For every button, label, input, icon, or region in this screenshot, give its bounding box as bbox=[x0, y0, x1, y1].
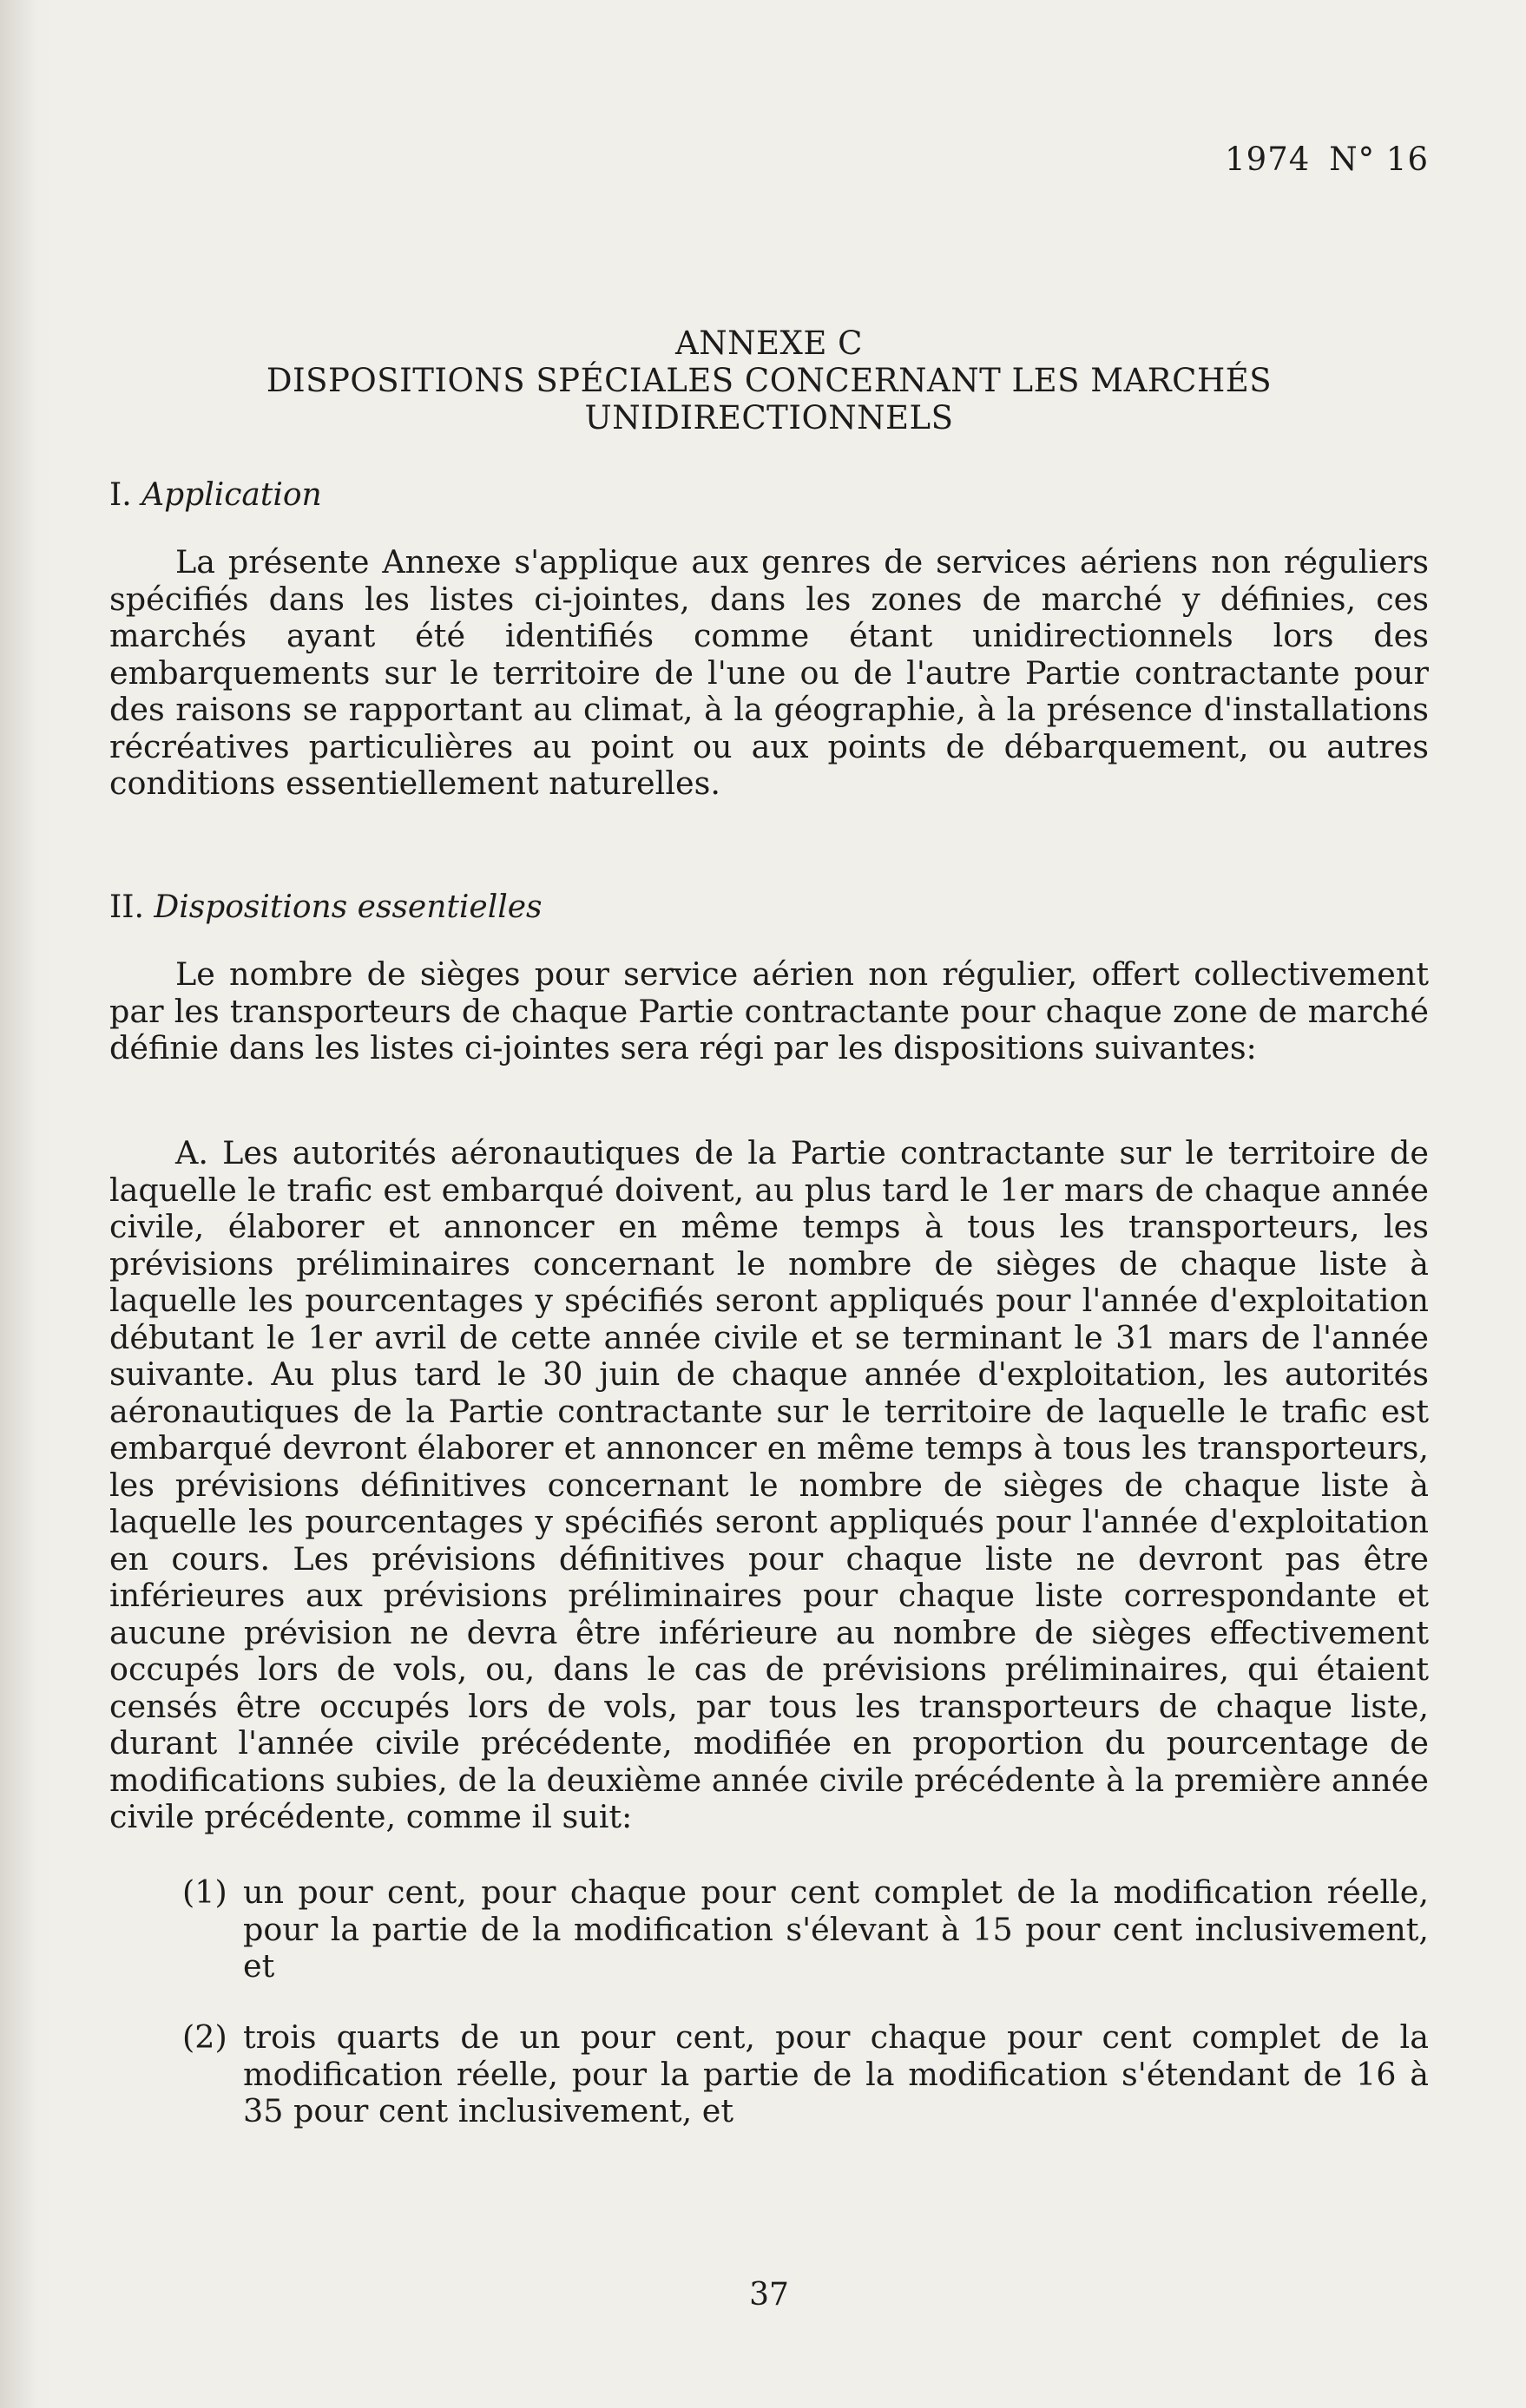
section-2-paragraph-a: A. Les autorités aéronautiques de la Partie contractante sur le territoire de laquelle le trafic est embarqué doivent, au plus tard le 1er mars de chaque année civile, élaborer et annoncer en même temps à tous les transporteurs, les prévisions préliminaires concernant le nombre de sièges de chaque liste à laquelle les pourcentages y spécifiés seront appliqués pour l'année d'exploitation débutant le 1er avril de cette année civile et se terminant le 31 mars de l'année suivante. Au plus tard le 30 juin de chaque année d'exploitation, les autorités aéronautiques de la Partie contractante sur le territoire de laquelle le trafic est embarqué devront élaborer et annoncer en même temps à tous les transporteurs, les prévisions définitives concernant le nombre de sièges de chaque liste à laquelle les pourcentages y spécifiés seront appliqués pour l'année d'exploitation en cours. Les prévisions définitives pour chaque liste ne devront pas être inférieures aux prévisions préliminaires pour chaque liste correspondante et aucune prévision ne devra être inférieure au nombre de sièges effectivement occupés lors de vols, ou, dans le cas de prévisions préliminaires, qui étaient censés être occupés lors de vols, par tous les transporteurs de chaque liste, durant l'année civile précédente, modifiée en proportion du pourcentage de modifications subies, de la deuxième année civile précédente à la première année civile précédente, comme il suit: bbox=[109, 1134, 1429, 1835]
document-page bbox=[109, 0, 1429, 2408]
section-2-title: Dispositions essentielles bbox=[154, 889, 543, 925]
section-2-intro-paragraph: Le nombre de sièges pour service aérien non régulier, offert collectivement par les transporteurs de chaque Partie contractante pour chaque zone de marché définie dans les listes ci-jointes sera régi par les dispositions suivantes: bbox=[109, 955, 1429, 1066]
section-2-heading bbox=[109, 889, 543, 925]
list-item bbox=[182, 2019, 1429, 2130]
section-1-title: Application bbox=[141, 477, 322, 513]
section-1-paragraph: La présente Annexe s'applique aux genres de services aériens non réguliers spécifiés dans les listes ci-jointes, dans les zones de marché y définies, ces marchés ayant été identifiés comme étant unidirectionnels lors des embarquements sur le territoire de l'une ou de l'autre Partie contractante pour des raisons se rapportant au climat, à la géographie, à la présence d'installations récréatives particulières au point ou aux points de débarquement, ou autres conditions essentiellement naturelles. bbox=[109, 543, 1429, 802]
annex-title-line-3: UNIDIRECTIONNELS bbox=[584, 399, 954, 436]
list-item bbox=[182, 1874, 1429, 1985]
header-number: N° 16 bbox=[1329, 141, 1429, 178]
list-item-number: (1) bbox=[182, 1873, 227, 1911]
list-item-text: trois quarts de un pour cent, pour chaque pour cent complet de la modification réelle, pour la partie de la modification s'étendant de 16 à 35 pour cent inclusivement, et bbox=[243, 2018, 1429, 2129]
list-item-text: un pour cent, pour chaque pour cent complet de la modification réelle, pour la partie de la modification s'élevant à 15 pour cent inclusivement, et bbox=[243, 1873, 1429, 1985]
list-item-number: (2) bbox=[182, 2018, 227, 2056]
annex-title-line-2: DISPOSITIONS SPÉCIALES CONCERNANT LES MARCHÉS bbox=[266, 362, 1273, 399]
page-header bbox=[1225, 141, 1429, 178]
header-year: 1974 bbox=[1225, 141, 1311, 178]
section-1-numeral: I. bbox=[109, 477, 132, 513]
section-1-heading bbox=[109, 477, 322, 513]
page-gutter-shadow bbox=[0, 0, 52, 2408]
annex-title-line-1: ANNEXE C bbox=[675, 325, 863, 362]
annex-title bbox=[109, 325, 1429, 436]
page-number: 37 bbox=[749, 2277, 789, 2313]
section-2-numeral: II. bbox=[109, 889, 144, 925]
